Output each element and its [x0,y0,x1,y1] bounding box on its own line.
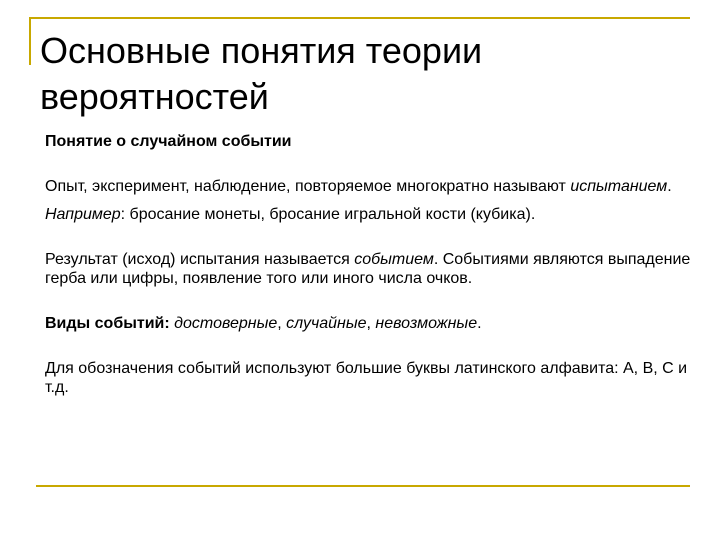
accent-line-left [29,17,31,65]
event-type-certain: достоверные [174,315,278,332]
definition-text: Опыт, эксперимент, наблюдение, повторяемое многократно называют [45,178,571,195]
event-types-end: . [477,315,482,332]
slide-title [40,28,680,120]
accent-line-bottom [36,485,690,487]
event-end: . Событиями являются выпадение герба или цифры, появление того или иного числа очков. [45,251,691,287]
title-line-1: Основные понятия теории [40,30,483,71]
definition-end: . [667,178,672,195]
event-types-sep-2: , [366,315,376,332]
event-types-label: Виды событий: [45,315,170,332]
event-text: Результат (исход) испытания называется [45,251,355,268]
event-type-impossible: невозможные [375,315,478,332]
example-text: : бросание монеты, бросание игральной кости (кубика). [120,206,536,223]
paragraph-example [45,205,695,224]
paragraph-definition [45,177,695,196]
paragraph-event-types [45,314,695,333]
event-types-sep-1: , [277,315,287,332]
paragraph-event [45,250,695,288]
definition-term: испытанием [570,178,668,195]
title-line-2: вероятностей [40,76,269,117]
section-subtitle: Понятие о случайном событии [45,133,292,150]
event-type-random: случайные [286,315,367,332]
event-term: событием [354,251,434,268]
accent-line-top [29,17,690,19]
slide-body [45,132,695,397]
paragraph-notation: Для обозначения событий используют большие буквы латинского алфавита: А, В, С и т.д. [45,360,688,396]
example-label: Например [45,206,121,223]
